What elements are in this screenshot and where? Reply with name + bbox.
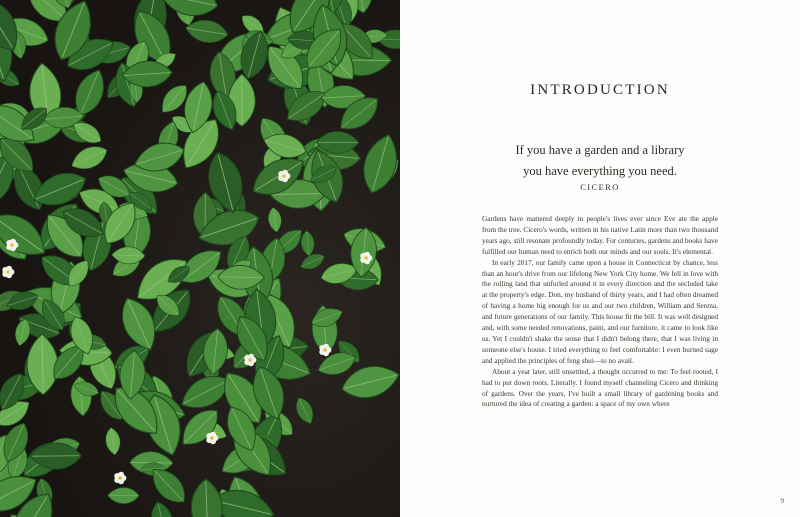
chapter-title: INTRODUCTION	[530, 82, 670, 98]
text-page	[400, 0, 800, 517]
epigraph-quote	[400, 140, 800, 181]
page-number: 9	[780, 497, 784, 505]
paragraph-2: In early 2017, our family came upon a house in Connecticut by chance, less than an hour's drive from our lifelong New York City home. We fell in love with the rolling land that unfurled around it in every direction and the secluded lake at the property's edge. Don, my husband of thirty years, and I had often dreamed of having a home big enough for us and our two children, William and Serena, and future generations of our family. This house fit the bill. It was well designed and, with some needed renovations, paint, and our furniture, it came to look like us. Yet I couldn't shake the sense that I didn't belong there, that I was living in someone else's house. I tried everything to feel comfortable: I even burned sage and applied the principles of feng shui—to no avail.	[482, 257, 718, 365]
paragraph-3: About a year later, still unsettled, a thought occurred to me: To feel rooted, I had to put down roots. Literally. I found myself channeling Cicero and thinking of gardens. Over the years, I've built a small library of gardening books and nurtured the idea of creating a garden: a space of my own where	[482, 366, 718, 409]
body-text	[482, 214, 718, 410]
epigraph-author: CICERO	[580, 182, 620, 192]
epigraph-line-1: If you have a garden and a library	[515, 143, 685, 157]
epigraph-line-2: you have everything you need.	[523, 163, 677, 178]
paragraph-1: Gardens have mattered deeply in people's lives ever since Eve ate the apple from the tree. Cicero's words, written in his native Latin more than two thousand years ago, still resonate profoundly today. For centuries, gardens and books have fulfilled our human need to enrich both our minds and our souls. It's elemental.	[482, 214, 718, 256]
